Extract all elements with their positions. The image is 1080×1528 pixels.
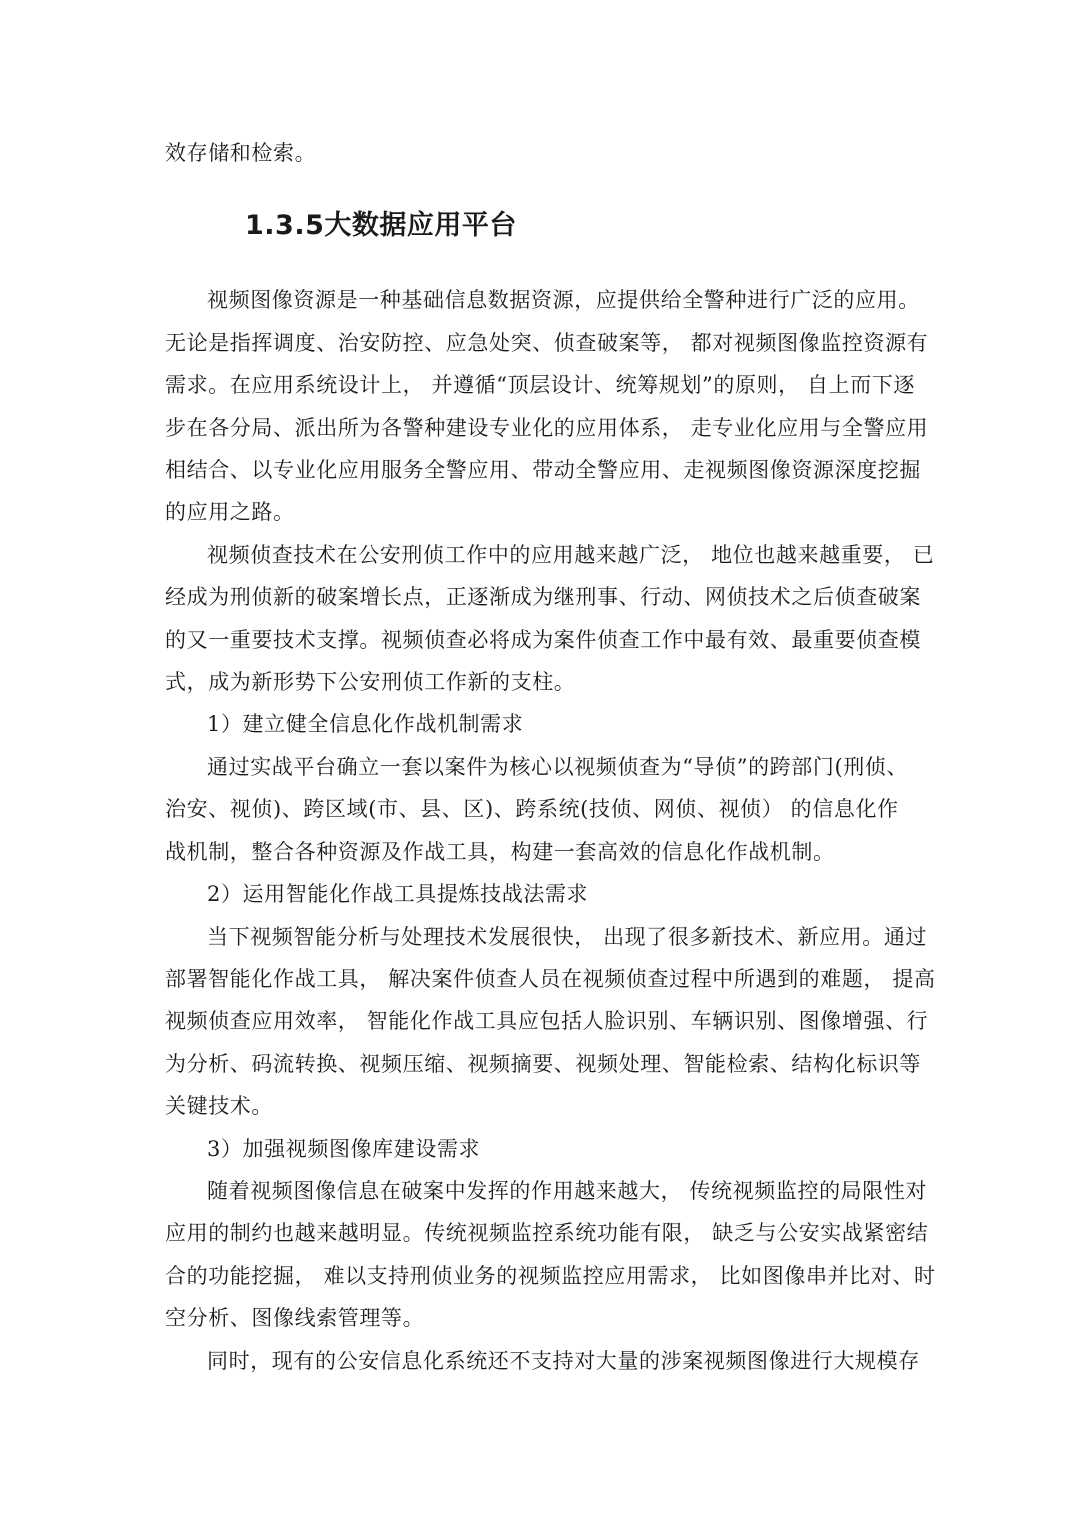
- text-line: 视频侦查技术在公安刑侦工作中的应用越来越广泛， 地位也越来越重要， 已: [207, 543, 935, 567]
- text-line: 同时，现有的公安信息化系统还不支持对大量的涉案视频图像进行大规模存: [207, 1349, 920, 1373]
- text-line: 战机制，整合各种资源及作战工具，构建一套高效的信息化作战机制。: [165, 840, 835, 864]
- text-line: 步在各分局、派出所为各警种建设专业化的应用体系， 走专业化应用与全警应用: [165, 416, 929, 440]
- text-line: 关键技术。: [165, 1094, 273, 1118]
- text-line: 的应用之路。: [165, 500, 295, 524]
- section-heading: 1.3.5大数据应用平台: [245, 210, 517, 241]
- text-line: 需求。在应用系统设计上， 并遵循“顶层设计、统筹规划”的原则， 自上而下逐: [165, 373, 916, 397]
- text-line: 合的功能挖掘， 难以支持刑侦业务的视频监控应用需求， 比如图像串并比对、时: [165, 1264, 936, 1288]
- text-line: 治安、视侦)、跨区域(市、县、区)、跨系统(技侦、网侦、视侦） 的信息化作: [165, 797, 899, 821]
- text-line: 为分析、码流转换、视频压缩、视频摘要、视频处理、智能检索、结构化标识等: [165, 1052, 921, 1076]
- text-line: 相结合、以专业化应用服务全警应用、带动全警应用、走视频图像资源深度挖掘: [165, 458, 921, 482]
- text-line: 的又一重要技术支撑。视频侦查必将成为案件侦查工作中最有效、最重要侦查模: [165, 628, 921, 652]
- text-line: 视频侦查应用效率， 智能化作战工具应包括人脸识别、车辆识别、图像增强、行: [165, 1009, 929, 1033]
- list-item-heading: 2）运用智能化作战工具提炼技战法需求: [207, 882, 589, 906]
- list-item-heading: 3）加强视频图像库建设需求: [207, 1137, 481, 1161]
- text-line: 部署智能化作战工具， 解决案件侦查人员在视频侦查过程中所遇到的难题， 提高: [165, 967, 936, 991]
- text-line: 效存储和检索。: [165, 141, 317, 165]
- list-item-heading: 1）建立健全信息化作战机制需求: [207, 712, 524, 736]
- text-line: 经成为刑侦新的破案增长点，正逐渐成为继刑事、行动、网侦技术之后侦查破案: [165, 585, 921, 609]
- text-line: 随着视频图像信息在破案中发挥的作用越来越大， 传统视频监控的局限性对: [207, 1179, 928, 1203]
- text-line: 式，成为新形势下公安刑侦工作新的支柱。: [165, 670, 576, 694]
- text-line: 视频图像资源是一种基础信息数据资源，应提供给全警种进行广泛的应用。: [207, 288, 920, 312]
- text-line: 当下视频智能分析与处理技术发展很快， 出现了很多新技术、新应用。通过: [207, 925, 928, 949]
- text-line: 空分析、图像线索管理等。: [165, 1306, 425, 1330]
- text-line: 无论是指挥调度、治安防控、应急处突、侦查破案等， 都对视频图像监控资源有: [165, 331, 929, 355]
- text-line: 应用的制约也越来越明显。传统视频监控系统功能有限， 缺乏与公安实战紧密结: [165, 1221, 929, 1245]
- text-line: 通过实战平台确立一套以案件为核心以视频侦查为“导侦”的跨部门(刑侦、: [207, 755, 909, 779]
